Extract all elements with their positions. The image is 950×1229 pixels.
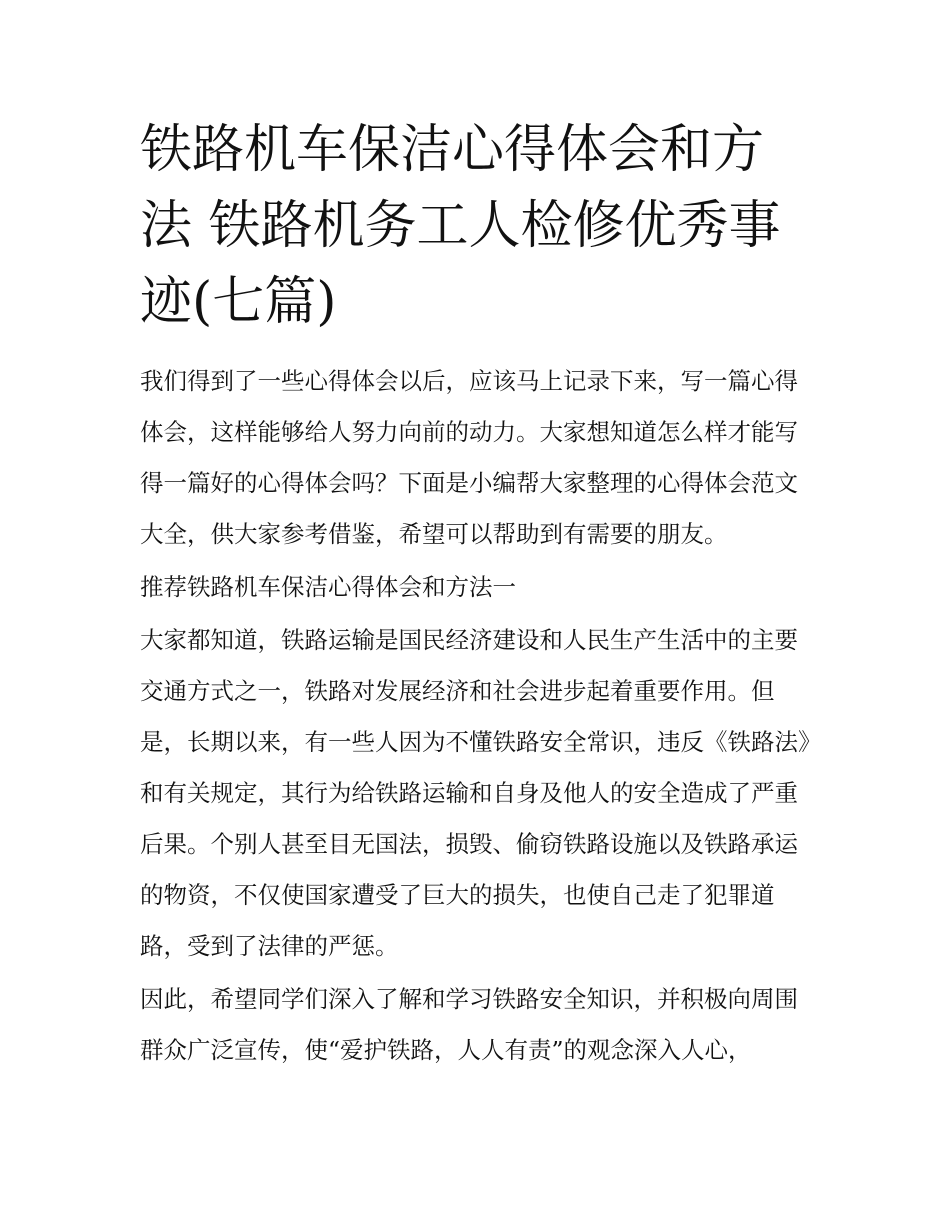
document-title: 铁路机车保洁心得体会和方法 铁路机务工人检修优秀事迹(七篇) (140, 120, 781, 332)
document-body (140, 356, 812, 1076)
paragraph-body-2: 因此，希望同学们深入了解和学习铁路安全知识，并积极向周围群众广泛宣传，使“爱护铁路，人人有责”的观念深入人心， (140, 985, 798, 1064)
paragraph-body-1: 大家都知道，铁路运输是国民经济建设和人民生产生活中的主要交通方式之一，铁路对发展经济和社会进步起着重要作用。但是，长期以来，有一些人因为不懂铁路安全常识，违反《铁路法》和有关规定，其行为给铁路运输和自身及他人的安全造成了严重后果。个别人甚至目无国法，损毁、偷窃铁路设施以及铁路承运的物资，不仅使国家遭受了巨大的损失，也使自己走了犯罪道路，受到了法律的严惩。 (140, 626, 810, 960)
document-page (140, 112, 812, 1076)
paragraph-section-heading: 推荐铁路机车保洁心得体会和方法一 (140, 573, 516, 601)
paragraph-intro: 我们得到了一些心得体会以后，应该马上记录下来，写一篇心得体会，这样能够给人努力向前的动力。大家想知道怎么样才能写得一篇好的心得体会吗？下面是小编帮大家整理的心得体会范文大全，供大家参考借鉴，希望可以帮助到有需要的朋友。 (140, 367, 798, 548)
